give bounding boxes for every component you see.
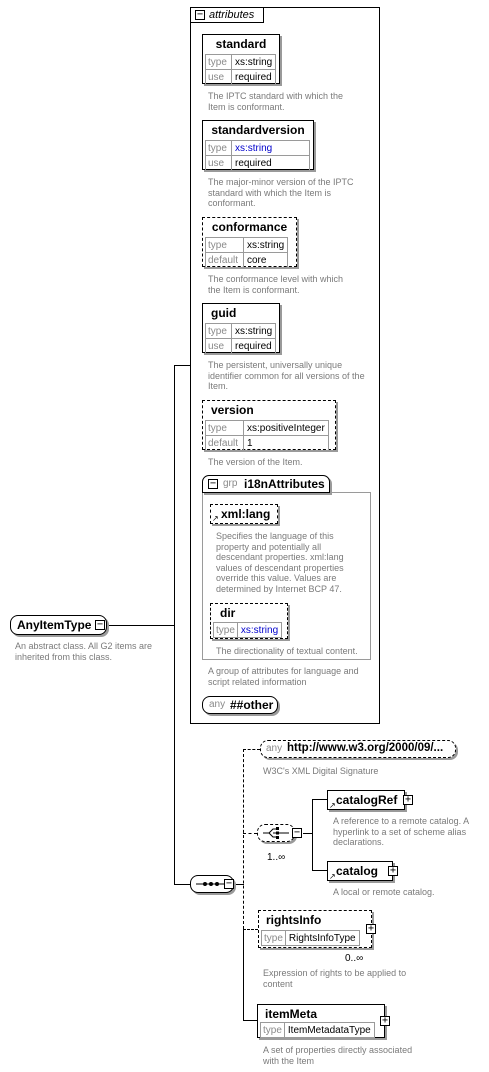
- attribute-description: The version of the Item.: [208, 457, 303, 467]
- prop-value: xs:string: [232, 141, 310, 156]
- prop-value: xs:string: [232, 55, 276, 70]
- sequence-icon: [196, 880, 226, 888]
- group-description: A group of attributes for language and script related information: [208, 666, 359, 687]
- connector: [174, 365, 190, 366]
- element-name: catalog: [336, 864, 379, 878]
- prop-key: default: [206, 253, 244, 268]
- plus-icon[interactable]: +: [389, 865, 397, 876]
- prop-key: type: [214, 623, 238, 638]
- attributes-label: attributes: [209, 9, 255, 21]
- element-catalog[interactable]: [327, 861, 393, 881]
- prop-key: type: [206, 55, 232, 70]
- arrow-icon: ↗: [329, 801, 336, 810]
- prop-value: required: [232, 339, 276, 354]
- prop-key: type: [261, 1023, 285, 1038]
- minus-icon[interactable]: −: [209, 478, 217, 489]
- attribute-guid[interactable]: [202, 303, 280, 353]
- connector: [312, 870, 327, 871]
- attribute-standard[interactable]: [202, 34, 280, 84]
- connector: [243, 929, 244, 1020]
- prop-value: ItemMetadataType: [284, 1023, 374, 1038]
- attribute-xml-lang[interactable]: [210, 504, 278, 524]
- attribute-name: xml:lang: [221, 507, 271, 521]
- element-description: A reference to a remote catalog. A hyperlink to a set of scheme alias declarations.: [333, 816, 469, 847]
- group-name: i18nAttributes: [244, 477, 325, 491]
- prop-key: type: [206, 421, 244, 436]
- attribute-description: The directionality of textual content.: [216, 646, 358, 656]
- choice-compositor[interactable]: [257, 824, 295, 842]
- prop-value: required: [232, 70, 276, 85]
- element-name: catalogRef: [336, 793, 398, 807]
- connector: [243, 833, 257, 834]
- prop-value: RightsInfoType: [285, 931, 359, 946]
- element-occurrence: 0..∞: [345, 953, 364, 964]
- attribute-description: The IPTC standard with which the Item is conformant.: [208, 91, 344, 112]
- prop-key: use: [206, 156, 232, 171]
- minus-icon[interactable]: −: [196, 9, 204, 20]
- element-description: A set of properties directly associated with the Item: [263, 1045, 413, 1066]
- prop-key: type: [206, 141, 232, 156]
- prop-key: use: [206, 70, 232, 85]
- any-w3c-signature[interactable]: [260, 740, 456, 758]
- element-name: rightsInfo: [266, 913, 322, 927]
- element-description: A local or remote catalog.: [333, 887, 435, 897]
- connector: [312, 799, 313, 871]
- attribute-conformance[interactable]: [202, 217, 297, 267]
- attribute-name: standard: [215, 37, 267, 51]
- attributes-header[interactable]: [190, 7, 264, 23]
- any-other-wildcard[interactable]: [202, 696, 278, 714]
- element-name: itemMeta: [265, 1007, 318, 1021]
- element-rightsinfo[interactable]: [258, 910, 372, 948]
- prop-value: required: [232, 156, 310, 171]
- prop-key: default: [206, 436, 244, 451]
- prop-key: use: [206, 339, 232, 354]
- attribute-version[interactable]: [202, 400, 336, 450]
- attribute-dir[interactable]: [210, 603, 288, 639]
- plus-icon[interactable]: +: [404, 794, 412, 805]
- prop-key: type: [206, 324, 232, 339]
- attribute-standardversion[interactable]: [202, 120, 314, 170]
- minus-icon[interactable]: −: [225, 878, 233, 889]
- root-element-name: AnyItemType: [17, 618, 92, 632]
- any-prefix: any: [266, 743, 283, 754]
- prop-value: xs:string: [232, 324, 276, 339]
- plus-icon[interactable]: +: [367, 923, 375, 934]
- element-itemmeta[interactable]: [257, 1004, 385, 1038]
- i18n-attributes-header[interactable]: [202, 475, 330, 493]
- choice-icon: [263, 826, 289, 840]
- minus-icon[interactable]: −: [96, 619, 104, 630]
- attribute-name: dir: [220, 606, 236, 620]
- attribute-description: The conformance level with which the Item is conformant.: [208, 274, 344, 295]
- prop-key: type: [262, 931, 286, 946]
- plus-icon[interactable]: +: [381, 1015, 389, 1026]
- attribute-description: Specifies the language of this property and potentially all descendant properties. xml:lang values of descendant properties override this value. Values are determined by Internet BCP 47.: [216, 531, 344, 594]
- arrow-icon: ↗: [212, 514, 219, 523]
- choice-occurrence: 1..∞: [267, 852, 286, 863]
- arrow-icon: ↗: [329, 872, 336, 881]
- any-value: ##other: [230, 698, 274, 712]
- group-prefix: grp: [223, 478, 238, 489]
- connector: [243, 749, 244, 929]
- prop-value: xs:positiveInteger: [244, 421, 329, 436]
- minus-icon[interactable]: −: [293, 827, 301, 838]
- connector: [243, 1020, 257, 1021]
- element-description: Expression of rights to be applied to content: [263, 968, 407, 989]
- connector: [107, 625, 175, 626]
- element-catalogref[interactable]: [327, 790, 405, 810]
- attribute-name: guid: [211, 306, 237, 320]
- connector: [312, 799, 327, 800]
- any-prefix: any: [209, 699, 226, 710]
- root-element-anyitemtype[interactable]: [10, 615, 107, 635]
- connector: [174, 365, 175, 885]
- any-description: W3C's XML Digital Signature: [263, 766, 379, 776]
- prop-value: core: [244, 253, 288, 268]
- root-description: An abstract class. All G2 items are inherited from this class.: [15, 641, 153, 662]
- attribute-name: standardversion: [211, 123, 305, 137]
- attribute-name: conformance: [211, 220, 288, 234]
- prop-value: xs:string: [237, 623, 281, 638]
- connector: [243, 749, 260, 750]
- any-value: http://www.w3.org/2000/09/...: [287, 742, 444, 754]
- connector: [243, 929, 258, 930]
- prop-key: type: [206, 238, 244, 253]
- connector: [174, 884, 190, 885]
- attribute-description: The persistent, universally unique identifier common for all versions of the Item.: [208, 360, 365, 391]
- prop-value: 1: [244, 436, 329, 451]
- prop-value: xs:string: [244, 238, 288, 253]
- attribute-name: version: [211, 403, 254, 417]
- attribute-description: The major-minor version of the IPTC standard with which the Item is conformant.: [208, 177, 354, 208]
